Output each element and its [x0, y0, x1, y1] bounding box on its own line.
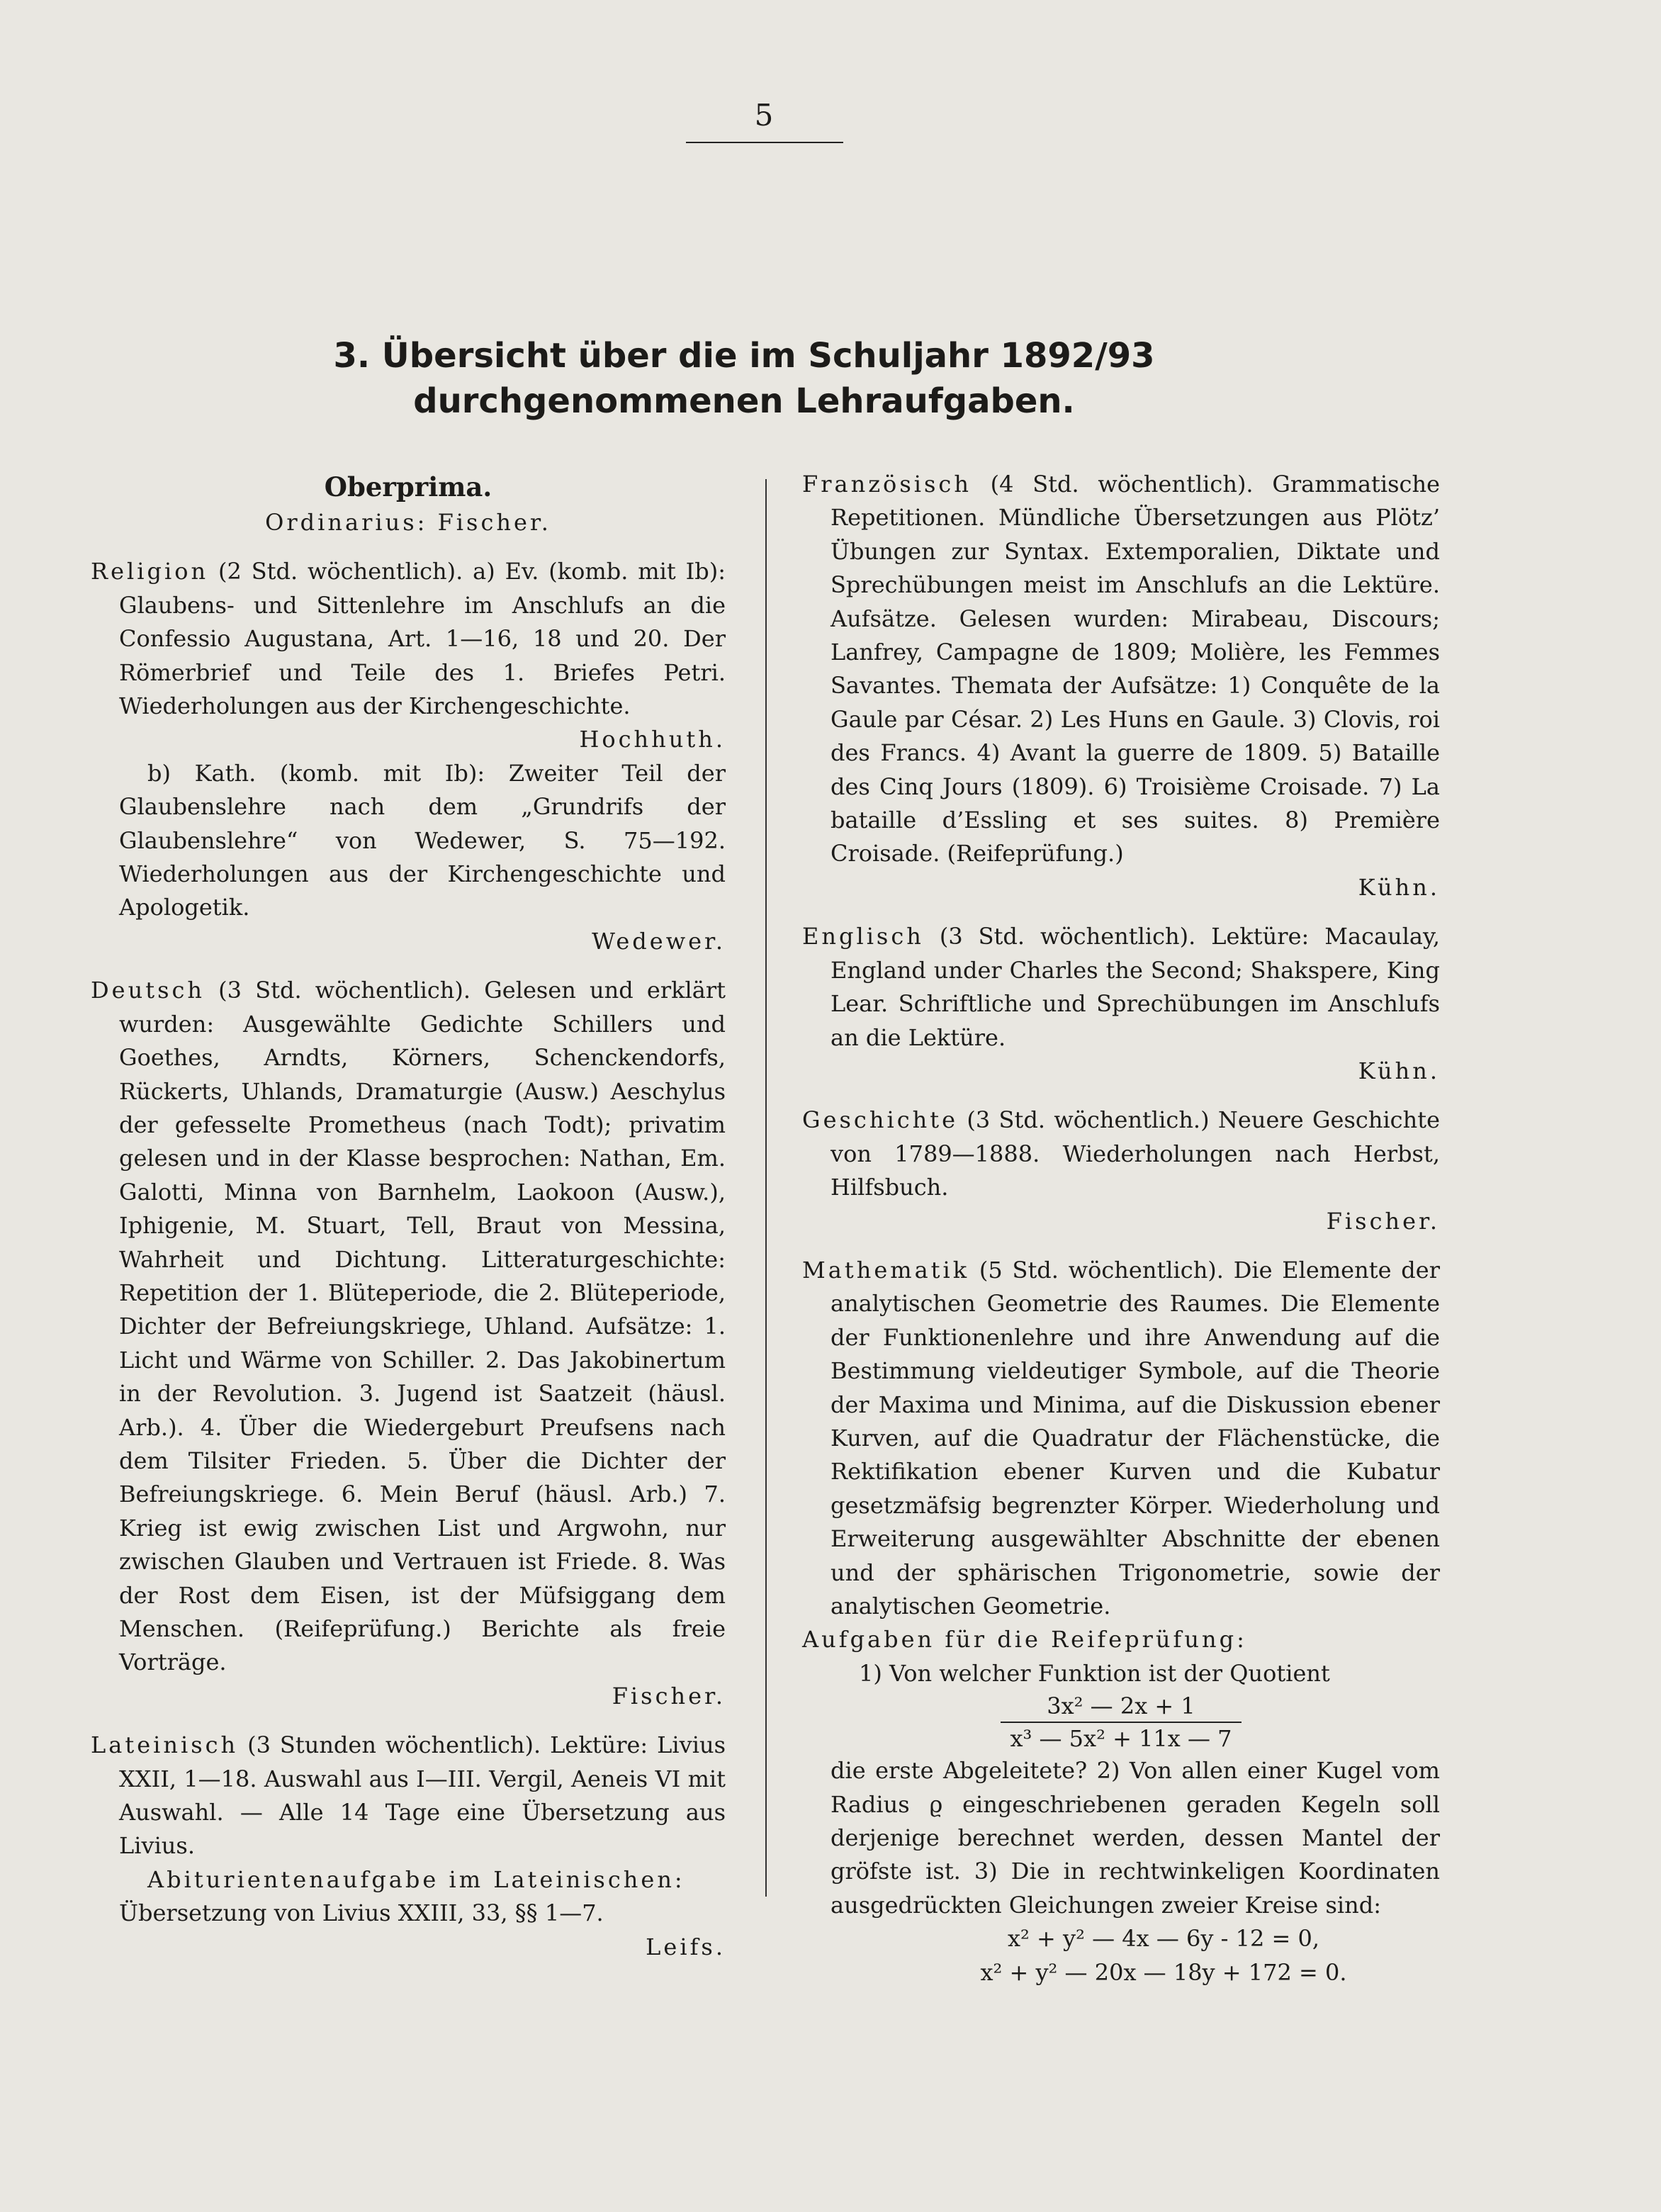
englisch-heading: Englisch	[802, 923, 924, 950]
equation-1: x² + y² — 4x — 6y - 12 = 0,	[1007, 1925, 1320, 1953]
deutsch-heading: Deutsch	[91, 977, 205, 1004]
latein-signature: Leifs.	[646, 1933, 726, 1960]
page-title	[170, 333, 1318, 424]
page-number: 5	[754, 98, 774, 133]
englisch-signature: Kühn.	[1358, 1057, 1440, 1084]
title-line-1: 3. Übersicht über die im Schuljahr 1892/93	[333, 336, 1155, 376]
column-divider	[765, 479, 767, 1897]
religion-signature: Hochhuth.	[579, 726, 726, 753]
englisch-text: (3 Std. wöchentlich). Lektüre: Macaulay, England under Charles the Second; Shakspere, King Lear. Schriftliche und Sprechübungen im Anschlufs an die Lektüre.	[830, 923, 1440, 1051]
religion-heading: Religion	[91, 558, 209, 585]
englisch-paragraph	[802, 920, 1440, 1055]
equation-2: x² + y² — 20x — 18y + 172 = 0.	[980, 1958, 1347, 1986]
latein-paragraph	[91, 1729, 726, 1863]
deutsch-signature: Fischer.	[612, 1682, 726, 1709]
aufgaben-heading: Aufgaben für die Reifeprüfung:	[802, 1626, 1247, 1654]
franz-text: (4 Std. wöchentlich). Grammatische Repetitionen. Mündliche Übersetzungen aus Plötz’ Übungen zur Syntax. Extemporalien, Diktate und Sprechübungen meist im Anschlufs an die Lektüre. Aufsätze. Gelesen wurden: Mirabeau, Discours; Lanfrey, Campagne de 1809; Molière, les Femmes Savantes. Themata der Aufsätze: 1) Conquête de la Gaule par César. 2) Les Huns en Gaule. 3) Clovis, roi des Francs. 4) Avant la guerre de 1809. 5) Bataille des Cinq Jours (1809). 6) Troisième Croisade. 7) La bataille d’Essling et ses suites. 8) Première Croisade. (Reifeprüfung.)	[830, 471, 1440, 868]
latein-text: (3 Stunden wöchentlich). Lektüre: Livius XXII, 1—18. Auswahl aus I—III. Vergil, Aeneis VI mit Auswahl. — Alle 14 Tage eine Übersetzung aus Livius.	[119, 1731, 726, 1860]
abitur-text: Übersetzung von Livius XXIII, 33, §§ 1—7.	[119, 1899, 604, 1927]
latein-heading: Lateinisch	[91, 1731, 239, 1759]
religion-text: (2 Std. wöchentlich). a) Ev. (komb. mit Ib): Glaubens- und Sittenlehre im Anschlufs an die Confessio Augustana, Art. 1—16, 18 und 20. Der Römerbrief und Teile des 1. Briefes Petri. Wiederholungen aus der Kirchengeschichte.	[119, 558, 726, 720]
class-title: Oberprima.	[324, 471, 492, 503]
geschichte-text: (3 Std. wöchentlich.) Neuere Geschichte von 1789—1888. Wiederholungen nach Herbst, Hilfsbuch.	[830, 1106, 1440, 1201]
abitur-heading: Abiturientenaufgabe im Lateinischen:	[147, 1865, 685, 1893]
deutsch-paragraph	[91, 974, 726, 1680]
kath-paragraph: b) Kath. (komb. mit Ib): Zweiter Teil der Glaubenslehre nach dem „Grundrifs der Glaubenslehre“ von Wedewer, S. 75—192. Wiederholungen aus der Kirchengeschichte und Apologetik.	[119, 759, 726, 921]
mathe-text: (5 Std. wöchentlich). Die Elemente der analytischen Geometrie des Raumes. Die Elemente der Funktionenlehre und ihre Anwendung auf die Bestimmung vieldeutiger Symbole, auf die Theorie der Maxima und Minima, auf die Diskussion ebener Kurven, auf die Quadratur der Flächenstücke, die Rektifikation ebener Kurven und die Kubatur gesetzmäfsig begrenzter Körper. Wiederholung und Erweiterung ausgewählter Abschnitte der ebenen und der sphärischen Trigonometrie, sowie der analytischen Geometrie.	[830, 1256, 1440, 1619]
geschichte-signature: Fischer.	[1326, 1207, 1440, 1235]
left-column	[91, 468, 726, 1964]
title-line-2: durchgenommenen Lehraufgaben.	[413, 381, 1075, 421]
religion-paragraph	[91, 555, 726, 723]
mathe-heading: Mathematik	[802, 1256, 970, 1284]
quotient-fraction	[1001, 1690, 1241, 1754]
kath-signature: Wedewer.	[592, 927, 726, 955]
fraction-denominator: x³ — 5x² + 11x — 7	[1010, 1725, 1232, 1753]
aufgabe-continuation: die erste Abgeleitete? 2) Von allen einer Kugel vom Radius ϱ eingeschriebenen geraden Kegeln soll derjenige berechnet werden, dessen Mantel der gröfste ist. 3) Die in rechtwinkeligen Koordinaten ausgedrückten Gleichungen zweier Kreise sind:	[830, 1757, 1440, 1919]
mathe-paragraph	[802, 1254, 1440, 1623]
header-rule	[686, 142, 843, 143]
franz-signature: Kühn.	[1358, 873, 1440, 901]
geschichte-heading: Geschichte	[802, 1106, 959, 1134]
franz-paragraph	[802, 468, 1440, 871]
right-column	[802, 468, 1440, 1989]
ordinarius: Ordinarius: Fischer.	[265, 509, 551, 536]
fraction-numerator: 3x² — 2x + 1	[1001, 1690, 1241, 1723]
franz-heading: Französisch	[802, 471, 972, 498]
deutsch-text: (3 Std. wöchentlich). Gelesen und erklärt wurden: Ausgewählte Gedichte Schillers und Goethes, Arndts, Körners, Schenckendorfs, Rückerts, Uhlands, Dramaturgie (Ausw.) Aeschylus der gefesselte Prometheus (nach Todt); privatim gelesen und in der Klasse besprochen: Nathan, Em. Galotti, Minna von Barnhelm, Laokoon (Ausw.), Iphigenie, M. Stuart, Tell, Braut von Messina, Wahrheit und Dichtung. Litteraturgeschichte: Repetition der 1. Blüteperiode, die 2. Blüteperiode, Dichter der Befreiungskriege, Uhland. Aufsätze: 1. Licht und Wärme von Schiller. 2. Das Jakobinertum in der Revolution. 3. Jugend ist Saatzeit (häusl. Arb.). 4. Über die Wiedergeburt Preufsens nach dem Tilsiter Frieden. 5. Über die Dichter der Befreiungskriege. 6. Mein Beruf (häusl. Arb.) 7. Krieg ist ewig zwischen List und Argwohn, nur zwischen Glauben und Vertrauen ist Friede. 8. Was der Rost dem Eisen, ist der Müfsiggang dem Menschen. (Reifeprüfung.) Berichte als freie Vorträge.	[119, 977, 726, 1676]
aufgabe-1: 1) Von welcher Funktion ist der Quotient	[859, 1659, 1330, 1687]
geschichte-paragraph	[802, 1104, 1440, 1204]
